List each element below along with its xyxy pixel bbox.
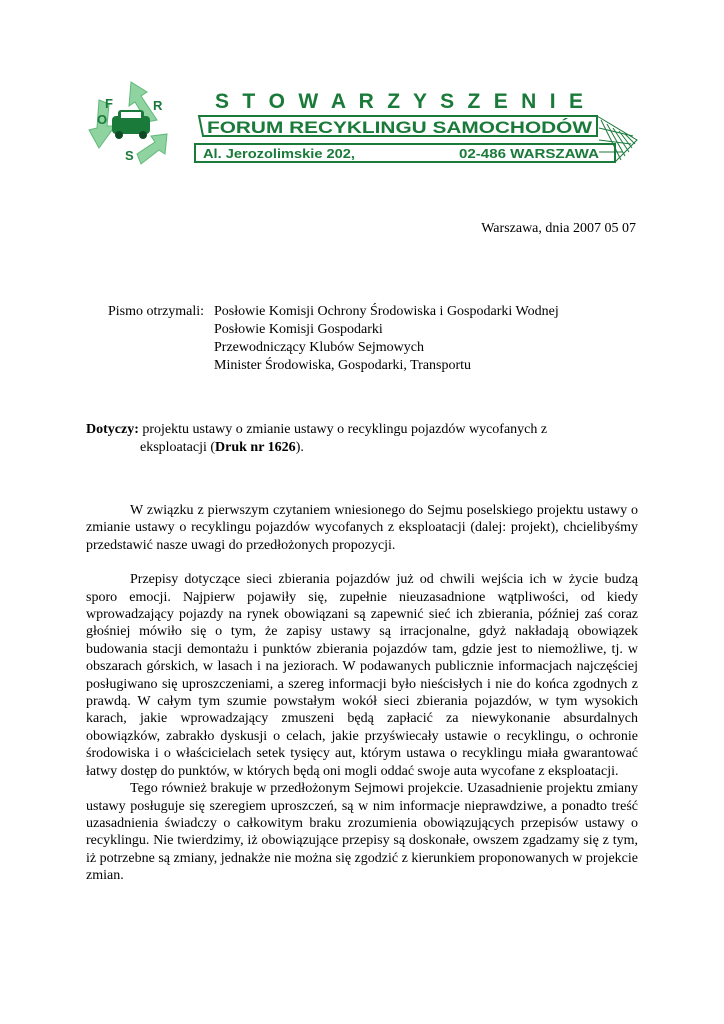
logo-letter-s: S [125,148,134,163]
subject-block [86,421,636,457]
logo-letter-r: R [153,98,163,113]
body-paragraph-2: Przepisy dotyczące sieci zbierania pojazdów już od chwili wejścia ich w życie budzą sporo emocji. Najpierw pojawiły się, zupełnie nieuzasadnione wątpliwości, od kiedy wprowadzający pojazdy na rynek obowiązani są zapewnić sieć ich zbierania, później zaś coraz głośniej mówiło się o tym, że zapisy ustawy są irracjonalne, gdyż nakładają obowiązek budowania stacji demontażu i punktów zbierania pojazdów tam, gdzie jest to niemożliwe, tj. w obszarach górskich, w lasach i na jeziorach. W podawanych publicznie informacjach najczęściej posługiwano się uproszczeniami, a szereg informacji było nieścisłych i nie do końca zgodnych z prawdą. W całym tym szumie powstałym wokół sieci zbierania pojazdów, w tym wysokich karach, jakie wprowadzający zmuszeni będą zapłacić za niewykonanie absurdalnych obowiązków, zabrakło dyskusji o celach, jakie przyświecały ustawie o recyklingu, o ochronie środowiska i o właścicielach setek tysięcy aut, którym ustawa o recyklingu miała gwarantować łatwy dostęp do punktów, w których będą oni mogli oddać swoje auta wycofane z eksploatacji. [86,572,638,779]
org-name-line1: S T O W A R Z Y S Z E N I E [215,90,583,113]
letterhead [85,78,645,178]
recycling-logo [85,78,177,170]
body-paragraph-3: Tego również brakuje w przedłożonym Sejmowi projekcie. Uzasadnienie projektu zmiany ustawy posługuje się szeregiem uproszczeń, są w nim informacje nieprawdziwe, a ponadto treść uzasadnienia świadczy o całkowitym braku zrozumienia obowiązujących przepisów ustawy o recyklingu. Nie twierdzimy, iż obowiązujące przepisy są doskonałe, owszem zgadzamy się z tym, iż potrzebne są zmiany, jednakże nie można się zgodzić z kierunkiem proponowanych w projekcie zmian. [86,781,638,884]
recipient-item: Minister Środowiska, Gospodarki, Transportu [214,358,472,373]
recipients-label: Pismo otrzymali: [108,304,205,319]
pencil-tip-icon [597,116,637,162]
recipient-item: Posłowie Komisji Gospodarki [214,322,383,337]
subject-text: projektu ustawy o zmianie ustawy o recyklingu pojazdów wycofanych z [142,422,548,437]
subject-text-cont: eksploatacji ( [140,440,216,455]
recipient-item: Posłowie Komisji Ochrony Środowiska i Gospodarki Wodnej [214,304,559,319]
org-banner [185,78,640,178]
logo-letter-f: F [105,96,113,111]
org-address-city: 02-486 WARSZAWA [459,146,600,161]
recipients-block [108,303,559,375]
document-reference: Druk nr 1626 [215,440,296,455]
subject-text-end: ). [295,440,304,455]
letter-date: Warszawa, dnia 2007 05 07 [481,221,636,236]
logo-letter-o: O [97,112,108,127]
recipient-item: Przewodniczący Klubów Sejmowych [214,340,424,355]
org-address-street: Al. Jerozolimskie 202, [203,146,355,161]
letter-body [86,502,638,885]
subject-label: Dotyczy: [86,422,139,437]
body-paragraph-1: W związku z pierwszym czytaniem wniesionego do Sejmu poselskiego projektu ustawy o zmianie ustawy o recyklingu pojazdów wycofanych z eksploatacji (dalej: projekt), chcielibyśmy przedstawić nasze uwagi do przedłożonych propozycji. [86,503,638,553]
org-name-line2: FORUM RECYKLINGU SAMOCHODÓW [207,118,594,137]
